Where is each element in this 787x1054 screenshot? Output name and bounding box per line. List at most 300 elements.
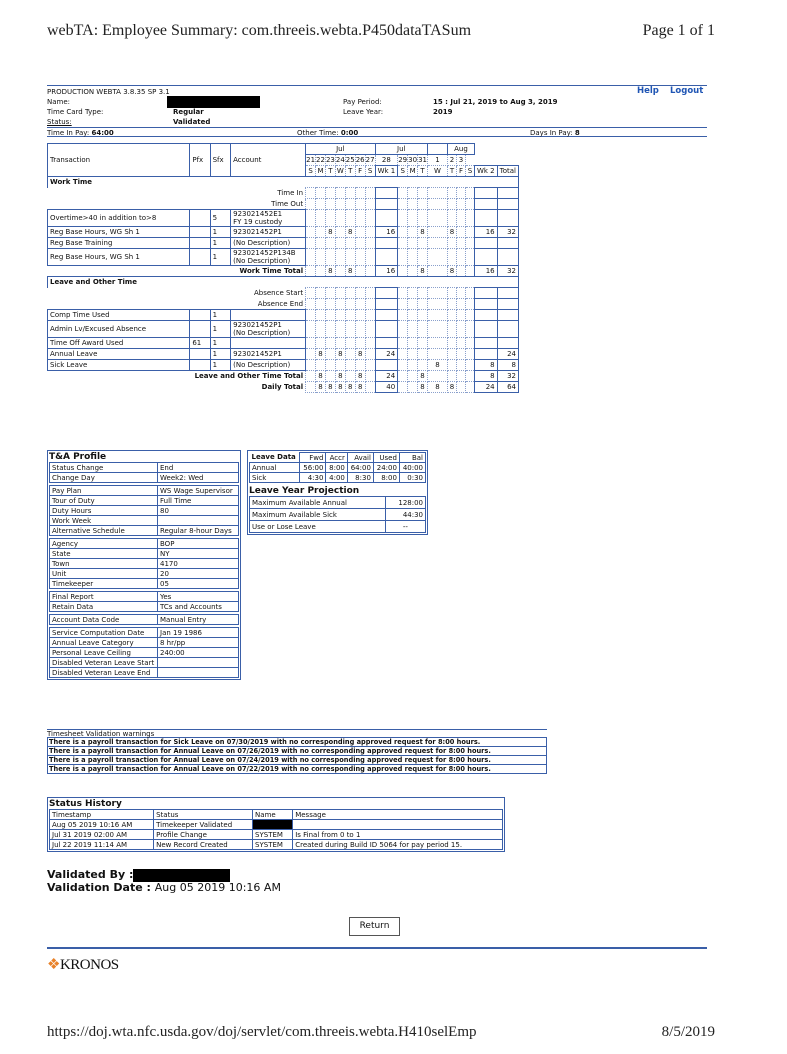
hours-cell — [335, 310, 345, 321]
hours-cell — [408, 227, 418, 238]
grid-cell — [316, 188, 326, 199]
grid-cell — [335, 299, 345, 310]
hours-cell — [365, 238, 375, 249]
warnings-title: Timesheet Validation warnings — [47, 729, 547, 738]
hours-cell — [325, 210, 335, 227]
account-value: 923021452P1 — [231, 349, 306, 360]
grid-cell — [447, 199, 456, 210]
hours-cell — [398, 371, 408, 382]
help-link[interactable]: Help — [637, 86, 659, 96]
leave-row-name: Sick — [250, 473, 300, 483]
print-title: webTA: Employee Summary: com.threeis.webta.P450dataTASum — [47, 22, 472, 39]
time-label: Time Out — [271, 199, 304, 208]
grid-cell — [375, 199, 398, 210]
pfx-value — [190, 238, 210, 249]
leave-row-annual — [250, 463, 426, 473]
hours-cell — [345, 321, 355, 338]
wk1-value: 24 — [375, 349, 398, 360]
history-col: Message — [293, 810, 503, 820]
hours-cell: 8 — [335, 382, 345, 393]
day-number: 2 — [447, 155, 456, 166]
hours-cell — [325, 310, 335, 321]
section-row — [48, 177, 519, 188]
hours-cell — [325, 371, 335, 382]
hours-cell — [398, 338, 408, 349]
day-number: 21 — [306, 156, 316, 164]
kronos-flame-icon: ❖ — [47, 957, 60, 973]
profile-value: 8 hr/pp — [158, 638, 239, 648]
hours-cell — [408, 382, 418, 393]
hours-cell — [365, 266, 375, 277]
hours-cell — [365, 249, 375, 266]
hours-cell — [365, 321, 375, 338]
day-number: 22 — [316, 156, 325, 164]
history-col: Status — [154, 810, 253, 820]
profile-label: Work Week — [50, 516, 158, 526]
hours-cell: 8 — [418, 382, 428, 393]
grid-cell — [365, 288, 375, 299]
grid-cell — [418, 299, 428, 310]
hours-cell — [398, 382, 408, 393]
info-panel — [47, 97, 707, 137]
day-of-week: S — [365, 166, 375, 177]
validation-warnings — [47, 729, 547, 774]
grid-cell — [497, 199, 518, 210]
transaction-name: Overtime>40 in addition to>8 — [48, 210, 190, 227]
leave-cell: 24:00 — [373, 463, 399, 473]
transaction-row — [48, 210, 519, 227]
grid-cell — [316, 199, 326, 210]
hours-cell: 8 — [335, 349, 345, 360]
wk1-value — [375, 238, 398, 249]
account-value: 923021452E1 FY 19 custody — [231, 210, 306, 227]
wk2-value — [474, 349, 497, 360]
hours-cell — [447, 249, 456, 266]
grid-cell — [335, 188, 345, 199]
transaction-name: Annual Leave — [48, 349, 190, 360]
month-label: Jul — [375, 144, 427, 155]
validated-by-label: Validated By : — [47, 868, 134, 881]
col-wk1: Wk 1 — [375, 166, 398, 177]
warning-item: There is a payroll transaction for Annual Leave on 07/24/2019 with no corresponding approved request for 8:00 hours. — [47, 755, 547, 765]
grid-cell — [456, 199, 465, 210]
grid-cell — [408, 188, 418, 199]
hours-cell — [456, 349, 465, 360]
hours-cell — [465, 249, 474, 266]
profile-value: Yes — [158, 592, 239, 602]
day-of-week: T — [325, 166, 335, 177]
hours-cell: 8 — [316, 371, 326, 382]
grid-cell — [345, 188, 355, 199]
history-cell: New Record Created — [154, 840, 253, 850]
history-cell: Profile Change — [154, 830, 253, 840]
profile-label: Personal Leave Ceiling — [50, 648, 158, 658]
hours-cell — [456, 210, 465, 227]
hours-cell — [306, 338, 316, 349]
hours-cell — [427, 338, 447, 349]
day-of-week: S — [465, 166, 474, 177]
pfx-value — [190, 227, 210, 238]
version-label: PRODUCTION WEBTA 3.8.35 SP 3.1 — [47, 88, 170, 96]
hours-cell — [335, 266, 345, 277]
profile-value: 240:00 — [158, 648, 239, 658]
day-number: 27 — [365, 156, 375, 164]
day-of-week: M — [409, 167, 416, 175]
hours-cell — [306, 321, 316, 338]
transaction-row — [48, 238, 519, 249]
grid-cell — [408, 199, 418, 210]
status-history-title: Status History — [49, 799, 122, 809]
ta-profile-title: T&A Profile — [49, 452, 107, 462]
hours-cell: 8 — [325, 382, 335, 393]
leave-cell: 8:30 — [347, 473, 373, 483]
grid-cell — [375, 188, 398, 199]
grid-cell — [456, 288, 465, 299]
hours-cell — [306, 210, 316, 227]
grid-cell — [474, 299, 497, 310]
hours-cell — [335, 249, 345, 266]
validated-block — [47, 869, 281, 894]
hours-cell — [418, 249, 428, 266]
hours-cell: 8 — [447, 382, 456, 393]
grid-cell — [497, 288, 518, 299]
grid-cell — [465, 288, 474, 299]
hours-cell — [447, 349, 456, 360]
wk1-value: 16 — [375, 227, 398, 238]
grid-cell — [325, 288, 335, 299]
status-value: Validated — [173, 118, 211, 126]
profile-value: 05 — [158, 579, 239, 589]
wk1-value: 16 — [375, 266, 398, 277]
hours-cell: 8 — [345, 266, 355, 277]
warning-item: There is a payroll transaction for Sick Leave on 07/30/2019 with no corresponding approved request for 8:00 hours. — [47, 737, 547, 747]
grid-cell — [447, 188, 456, 199]
hours-cell — [306, 360, 316, 371]
hours-cell — [447, 321, 456, 338]
account-value: 923021452P134B (No Description) — [231, 249, 306, 266]
grid-cell — [365, 299, 375, 310]
transaction-name: Sick Leave — [48, 360, 190, 371]
hours-cell — [427, 210, 447, 227]
profile-value: 20 — [158, 569, 239, 579]
profile-value: Manual Entry — [158, 615, 239, 625]
profile-row — [50, 592, 239, 602]
day-of-week: T — [345, 166, 355, 177]
sfx-value: 1 — [210, 349, 231, 360]
hours-cell — [398, 349, 408, 360]
leave-data-title: Leave Data — [251, 453, 296, 462]
profile-label: State — [50, 549, 158, 559]
grid-cell — [398, 199, 408, 210]
day-number: 31 — [418, 156, 427, 164]
wk2-value — [474, 238, 497, 249]
projection-label: Maximum Available Sick — [250, 509, 386, 521]
month-label: Jul — [306, 144, 375, 155]
col-transaction: Transaction — [48, 144, 190, 177]
hours-cell — [418, 321, 428, 338]
hours-cell — [316, 321, 326, 338]
hours-cell — [427, 266, 447, 277]
grid-cell — [345, 199, 355, 210]
hours-cell: 8 — [325, 266, 335, 277]
other-time-label: Other Time: — [297, 129, 339, 137]
hours-cell — [408, 321, 418, 338]
leave-row-sick — [250, 473, 426, 483]
col-account: Account — [231, 144, 306, 177]
hours-cell — [456, 321, 465, 338]
grid-cell — [418, 188, 428, 199]
projection-title: Leave Year Projection — [249, 486, 360, 496]
hours-cell — [408, 266, 418, 277]
hours-cell — [306, 382, 316, 393]
grid-cell — [456, 299, 465, 310]
hours-cell — [398, 321, 408, 338]
total-row — [48, 266, 519, 277]
wk1-value — [375, 321, 398, 338]
profile-row — [50, 668, 239, 678]
profile-row — [50, 579, 239, 589]
hours-cell: 8 — [335, 371, 345, 382]
history-col: Timestamp — [50, 810, 154, 820]
hours-cell: 8 — [345, 227, 355, 238]
profile-label: Final Report — [50, 592, 158, 602]
hours-cell: 8 — [447, 227, 456, 238]
hours-cell — [325, 360, 335, 371]
grid-cell — [355, 199, 365, 210]
profile-label: Town — [50, 559, 158, 569]
hours-cell — [306, 310, 316, 321]
hours-cell — [447, 210, 456, 227]
history-cell: SYSTEM — [253, 830, 293, 840]
tc-type-value: Regular — [173, 108, 204, 116]
hours-cell — [427, 349, 447, 360]
total-value — [497, 210, 518, 227]
profile-value: Regular 8-hour Days — [158, 526, 239, 536]
profile-label: Change Day — [50, 473, 158, 483]
hours-cell — [408, 210, 418, 227]
day-number: 25 — [345, 156, 355, 164]
hours-cell — [398, 310, 408, 321]
col-pfx: Pfx — [190, 144, 210, 177]
grid-cell — [325, 199, 335, 210]
time-label: Absence End — [257, 299, 304, 308]
transaction-row — [48, 321, 519, 338]
day-number: 29 — [398, 156, 408, 164]
history-cell: Jul 31 2019 02:00 AM — [50, 830, 154, 840]
hours-cell — [345, 310, 355, 321]
hours-cell — [345, 210, 355, 227]
projection-label: Use or Lose Leave — [250, 521, 386, 533]
top-rule — [47, 85, 707, 86]
hours-cell: 8 — [355, 382, 365, 393]
profile-label: Agency — [50, 539, 158, 549]
hours-cell — [316, 310, 326, 321]
pfx-value — [190, 310, 210, 321]
hours-cell: 8 — [316, 349, 326, 360]
hours-cell — [418, 360, 428, 371]
leave-year-label: Leave Year: — [343, 108, 384, 116]
profile-label: Disabled Veteran Leave Start — [50, 658, 158, 668]
hours-cell: 8 — [355, 349, 365, 360]
grid-cell — [465, 188, 474, 199]
pfx-value — [190, 360, 210, 371]
time-label: Time In — [277, 189, 304, 197]
transaction-name: Admin Lv/Excused Absence — [48, 321, 190, 338]
grid-cell — [456, 188, 465, 199]
history-cell: Jul 22 2019 11:14 AM — [50, 840, 154, 850]
days-in-pay-label: Days In Pay: — [530, 129, 573, 137]
hours-cell — [355, 227, 365, 238]
grid-cell — [418, 288, 428, 299]
hours-cell — [456, 249, 465, 266]
hours-cell — [465, 310, 474, 321]
hours-cell — [418, 238, 428, 249]
total-value: 32 — [497, 227, 518, 238]
hours-cell — [465, 360, 474, 371]
hours-cell — [365, 310, 375, 321]
hours-cell — [355, 266, 365, 277]
hours-cell — [355, 210, 365, 227]
wk1-value — [375, 338, 398, 349]
return-button[interactable]: Return — [349, 917, 400, 936]
profile-row — [50, 486, 239, 496]
total-label: Leave and Other Time Total — [194, 372, 304, 381]
hours-cell — [365, 227, 375, 238]
history-header — [50, 810, 503, 820]
grid-cell — [398, 299, 408, 310]
hours-cell — [465, 238, 474, 249]
bottom-rule — [47, 947, 707, 949]
hours-cell — [325, 321, 335, 338]
profile-row — [50, 539, 239, 549]
hours-cell — [355, 238, 365, 249]
grid-cell — [427, 299, 447, 310]
profile-value: Full Time — [158, 496, 239, 506]
leave-cell: 4:00 — [326, 473, 347, 483]
pay-period-value: 15 : Jul 21, 2019 to Aug 3, 2019 — [433, 98, 558, 106]
hours-cell — [365, 382, 375, 393]
grid-cell — [355, 188, 365, 199]
hours-cell — [427, 310, 447, 321]
projection-label: Maximum Available Annual — [250, 497, 386, 509]
wk2-value — [474, 338, 497, 349]
hours-cell — [345, 338, 355, 349]
leave-cell: 8:00 — [326, 463, 347, 473]
transaction-name: Reg Base Training — [48, 238, 190, 249]
grid-cell — [335, 288, 345, 299]
hours-cell: 8 — [316, 382, 326, 393]
total-label: Work Time Total — [239, 267, 304, 275]
warning-item: There is a payroll transaction for Annual Leave on 07/22/2019 with no corresponding approved request for 8:00 hours. — [47, 764, 547, 774]
print-url: https://doj.wta.nfc.usda.gov/doj/servlet/com.threeis.webta.H410selEmp — [47, 1024, 477, 1040]
grid-cell — [474, 188, 497, 199]
wk2-value: 8 — [474, 360, 497, 371]
hours-cell — [408, 360, 418, 371]
hours-cell — [398, 249, 408, 266]
account-value — [231, 338, 306, 349]
total-row — [48, 382, 519, 393]
hours-cell — [345, 249, 355, 266]
hours-cell — [456, 338, 465, 349]
profile-label: Pay Plan — [50, 486, 158, 496]
hours-cell — [335, 321, 345, 338]
hours-cell — [398, 266, 408, 277]
sfx-value: 1 — [210, 227, 231, 238]
profile-label: Annual Leave Category — [50, 638, 158, 648]
wk1-value — [375, 310, 398, 321]
hours-cell — [335, 210, 345, 227]
hours-cell — [325, 249, 335, 266]
hours-cell — [465, 382, 474, 393]
hours-cell — [465, 210, 474, 227]
sfx-value: 1 — [210, 238, 231, 249]
day-number: 30 — [408, 156, 418, 164]
logout-link[interactable]: Logout — [670, 86, 704, 96]
hours-cell: 8 — [427, 360, 447, 371]
hours-cell — [355, 321, 365, 338]
profile-label: Timekeeper — [50, 579, 158, 589]
hours-cell: 8 — [345, 382, 355, 393]
sfx-value: 1 — [210, 310, 231, 321]
leave-cell: 40:00 — [399, 463, 425, 473]
hours-cell — [355, 360, 365, 371]
hours-cell — [306, 249, 316, 266]
hours-cell — [306, 227, 316, 238]
hours-cell: 8 — [418, 371, 428, 382]
sfx-value: 1 — [210, 321, 231, 338]
history-cell: Aug 05 2019 10:16 AM — [50, 820, 154, 830]
hours-cell — [465, 266, 474, 277]
status-label: Status: — [47, 118, 72, 126]
hours-cell: 8 — [418, 266, 428, 277]
leave-cell: 0:30 — [399, 473, 425, 483]
hours-cell — [447, 238, 456, 249]
hours-cell — [408, 249, 418, 266]
grid-cell — [474, 199, 497, 210]
hours-cell — [316, 360, 326, 371]
profile-value: NY — [158, 549, 239, 559]
time-in-pay-label: Time In Pay: — [47, 129, 90, 137]
hours-cell — [447, 338, 456, 349]
hours-cell: 8 — [447, 266, 456, 277]
hours-cell — [418, 310, 428, 321]
hours-cell — [456, 227, 465, 238]
transaction-row — [48, 349, 519, 360]
day-number: 28 — [375, 155, 398, 166]
hours-cell — [345, 371, 355, 382]
history-col: Name — [253, 810, 293, 820]
hours-cell — [465, 227, 474, 238]
day-of-week: S — [398, 166, 408, 177]
hours-cell — [365, 338, 375, 349]
grid-cell — [408, 299, 418, 310]
col-sfx: Sfx — [210, 144, 231, 177]
history-cell: Timekeeper Validated — [154, 820, 253, 830]
leave-cell: 8:00 — [373, 473, 399, 483]
account-value: (No Description) — [231, 360, 306, 371]
wk2-value: 16 — [474, 227, 497, 238]
hours-cell — [427, 227, 447, 238]
profile-value — [158, 658, 239, 668]
total-value: 32 — [497, 371, 518, 382]
hours-cell — [465, 338, 474, 349]
leave-col-fwd: Fwd — [300, 453, 326, 463]
hours-cell — [335, 338, 345, 349]
profile-row — [50, 648, 239, 658]
hours-cell — [456, 371, 465, 382]
total-label: Daily Total — [261, 383, 304, 391]
hours-cell — [345, 349, 355, 360]
